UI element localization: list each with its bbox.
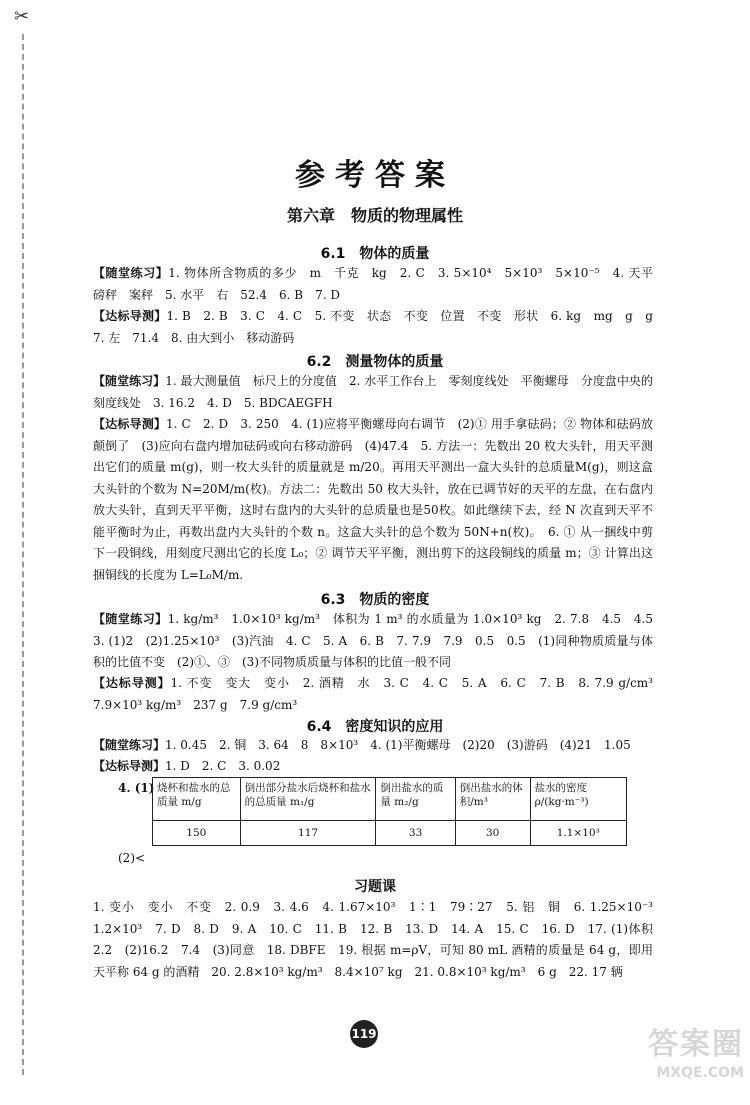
- section-6-2-practice: [93, 371, 653, 414]
- table-question-label: 4. (1): [118, 781, 155, 795]
- section-6-1-practice: [93, 263, 665, 306]
- practice-text: 1. 物体所含物质的多少 m 千克 kg 2. C 3. 5×10⁴ 5×10³ 5×10⁻⁵ 4. 天平 磅秤 案秤 5. 水平 右 52.4 6. B 7. D: [93, 266, 665, 302]
- practice-text: 1. kg/m³ 1.0×10³ kg/m³ 体积为 1 m³ 的水质量为 1.0×10³ kg 2. 7.8 4.5 4.5 3. (1)2 (2)1.25×10³ (3)汽油 4. C 5. A 6. B 7. 7.9 7.9 0.5 0.5 (1)同种物质质量与体积的比值不变 (2)①、③ (3)不同物质质量与体积的比值一般不同: [93, 612, 665, 669]
- section-6-4-test: [93, 756, 653, 778]
- test-label: 【达标导测】: [93, 759, 166, 773]
- section-6-4-title: 6.4 密度知识的应用: [306, 719, 444, 735]
- page-title: 参考答案: [295, 158, 455, 193]
- test-text: 1. 不变 变大 变小 2. 酒精 水 3. C 4. C 5. A 6. C 7. B 8. 7.9 g/cm³ 7.9×10³ kg/m³ 237 g 7.9 g/cm³: [93, 676, 665, 712]
- table-header-cell: 倒出盐水的体积/m³: [455, 778, 530, 821]
- watermark-line-2: MXQE.COM: [656, 1065, 744, 1081]
- practice-text: 1. 0.45 2. 铜 3. 64 8 8×10³ 4. (1)平衡螺母 (2)20 (3)游码 (4)21 1.05: [165, 738, 631, 752]
- table-cell: 1.1×10³: [530, 821, 626, 846]
- section-6-2-title: 6.2 测量物体的质量: [306, 354, 444, 370]
- practice-label: 【随堂练习】: [93, 738, 166, 752]
- section-6-3-test: [93, 673, 665, 716]
- section-6-1-test: [93, 306, 666, 349]
- page-number: 119: [350, 1020, 378, 1048]
- table-cell: 150: [153, 821, 241, 846]
- test-label: 【达标导测】: [93, 417, 167, 431]
- table-header-row: [153, 778, 627, 821]
- practice-text: 1. 最大测量值 标尺上的分度值 2. 水平工作台上 零刻度线处 平衡螺母 分度盘中央的刻度线处 3. 16.2 4. D 5. BDCAEGFH: [93, 374, 653, 410]
- table-header-cell: 盐水的密度 ρ/(kg·m⁻³): [530, 778, 626, 821]
- table-cell: 30: [455, 821, 530, 846]
- practice-label: 【随堂练习】: [93, 612, 168, 626]
- section-6-4-practice: [93, 735, 653, 757]
- section-6-3-title: 6.3 物质的密度: [320, 592, 430, 608]
- section-6-2-test: [93, 414, 653, 586]
- practice-label: 【随堂练习】: [93, 374, 166, 388]
- table-followup-answer: (2)<: [118, 851, 146, 865]
- scissors-icon: ✂: [14, 6, 30, 27]
- chapter-title: 第六章 物质的物理属性: [286, 206, 463, 225]
- test-label: 【达标导测】: [93, 309, 167, 323]
- watermark-logo: [606, 1019, 744, 1099]
- section-6-1-title: 6.1 物体的质量: [320, 246, 430, 262]
- test-text: 1. B 2. B 3. C 4. C 5. 不变 状态 不变 位置 不变 形状 6. kg mg g g 7. 左 71.4 8. 由大到小 移动游码: [93, 309, 666, 345]
- table-row: [153, 821, 627, 846]
- answer-table: [152, 777, 627, 846]
- exercises-text: 1. 变小 变小 不变 2. 0.9 3. 4.6 4. 1.67×10³ 1∶1 79∶27 5. 铝 铜 6. 1.25×10⁻³ 1.2×10³ 7. D 8. D 9. A 10. C 11. B 12. B 13. D 14. A 15. C 16. D 17. (1)体积 2.2 (2)16.2 7.4 (3)同意 18. DBFE 19. 根据 m=ρV，可知 80 mL 酒精的质量是 64 g，即用天平称 64 g 的酒精 20. 2.8×10³ kg/m³ 8.4×10⁷ kg 21. 0.8×10³ kg/m³ 6 g 22. 17 辆: [93, 900, 666, 979]
- table-header-cell: 倒出盐水的质量 m₂/g: [376, 778, 455, 821]
- table-cell: 117: [240, 821, 376, 846]
- section-6-3-practice: [93, 609, 665, 674]
- test-text: 1. C 2. D 3. 250 4. (1)应将平衡螺母向右调节 (2)① 用手拿砝码；② 物体和砝码放颠倒了 (3)应向右盘内增加砝码或向右移动游码 (4)47.4 5. 方法一：先数出 20 枚大头针，用天平测出它们的质量 m(g)，则一枚大头针的质量就是 m/20。再用天平测出一盒大头针的总质量M(g)，则这盒大头针的个数为 N=20M/m(枚)。方法二：先数出 50 枚大头针，放在已调节好的天平的左盘，在右盘内放大头针，直到天平平衡，这时右盘内的大头针的总质量也是50枚。如此继续下去，经 N 次直到天平不能平衡时为止，再数出盘内大头针的个数 n。这盒大头针的总个数为 50N+n(枚)。 6. ① 从一捆线中剪下一段铜线，用刻度尺测出它的长度 L₀；② 调节天平平衡，测出剪下的这段铜线的质量 m；③ 计算出这捆铜线的长度为 L=L₀M/m.: [93, 417, 653, 582]
- table-header-cell: 倒出部分盐水后烧杯和盐水的总质量 m₁/g: [240, 778, 376, 821]
- practice-label: 【随堂练习】: [93, 266, 169, 280]
- exercises-title: 习题课: [354, 879, 396, 895]
- table-header-cell: 烧杯和盐水的总质量 m/g: [153, 778, 241, 821]
- test-text: 1. D 2. C 3. 0.02: [165, 759, 281, 773]
- test-label: 【达标导测】: [93, 676, 171, 690]
- watermark-line-1: 答案圈: [648, 1027, 744, 1062]
- table-cell: 33: [376, 821, 455, 846]
